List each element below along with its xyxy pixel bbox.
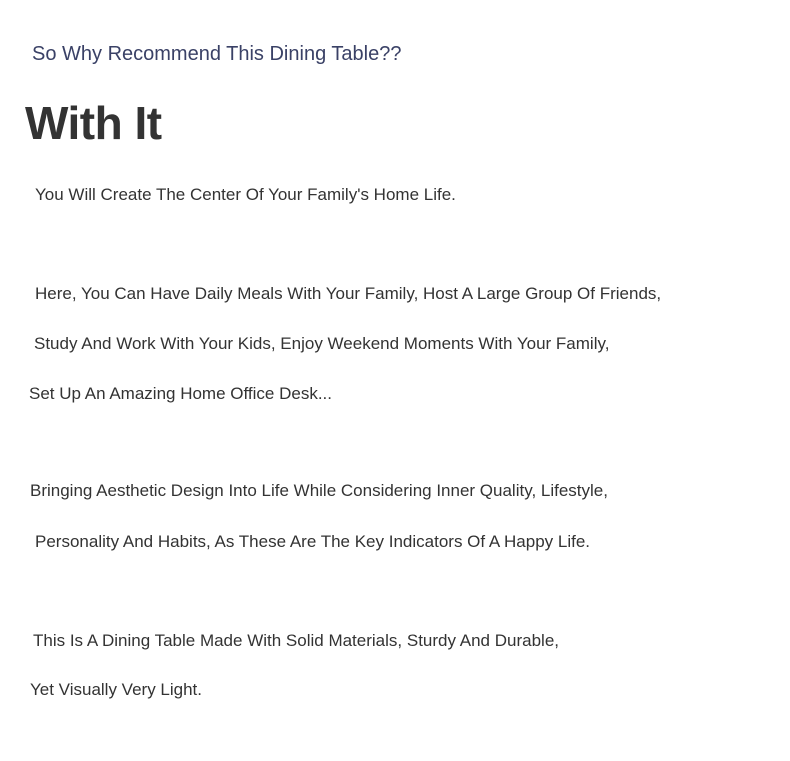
paragraph-line-3: Study And Work With Your Kids, Enjoy Weekend Moments With Your Family, <box>34 334 610 353</box>
paragraph-line-5: Bringing Aesthetic Design Into Life While Considering Inner Quality, Lifestyle, <box>30 481 608 500</box>
section-heading: With It <box>25 97 162 149</box>
paragraph-line-2: Here, You Can Have Daily Meals With Your Family, Host A Large Group Of Friends, <box>35 284 662 303</box>
paragraph-line-7: This Is A Dining Table Made With Solid Materials, Sturdy And Durable, <box>33 631 559 650</box>
paragraph-line-1: You Will Create The Center Of Your Family's Home Life. <box>35 185 456 204</box>
paragraph-line-6: Personality And Habits, As These Are The Key Indicators Of A Happy Life. <box>35 532 591 551</box>
paragraph-line-8: Yet Visually Very Light. <box>30 680 203 699</box>
section-subtitle: So Why Recommend This Dining Table?? <box>32 43 402 65</box>
paragraph-line-4: Set Up An Amazing Home Office Desk... <box>29 384 332 403</box>
